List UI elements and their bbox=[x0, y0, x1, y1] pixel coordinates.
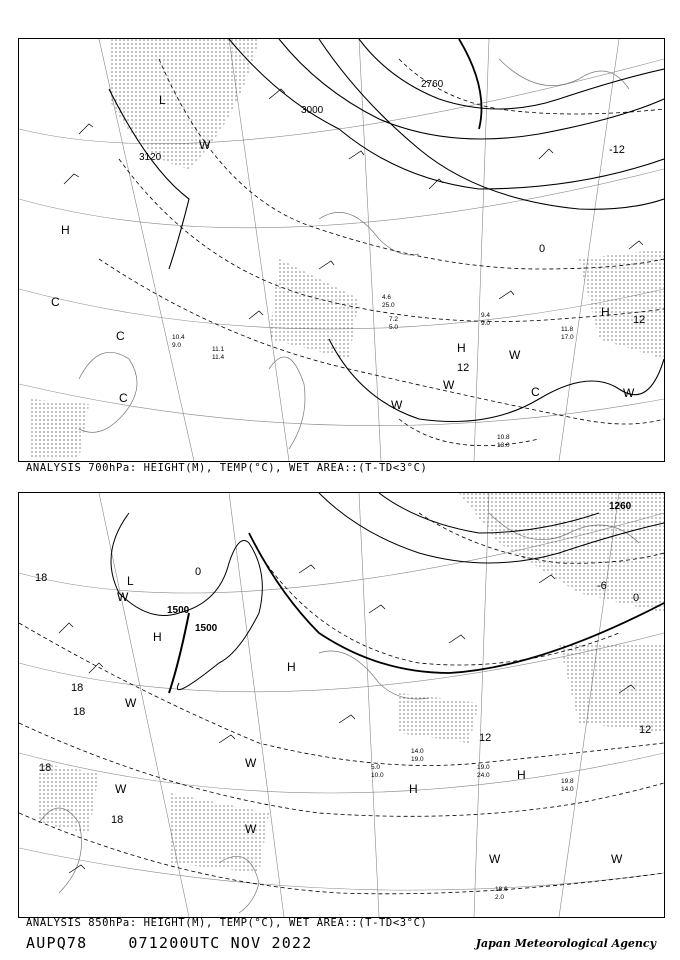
station-value: 19.0 bbox=[411, 756, 424, 763]
system-marker: H bbox=[153, 630, 162, 644]
system-marker: W bbox=[443, 378, 455, 392]
temp-label: 18 bbox=[35, 572, 48, 584]
station-value: 10.4 bbox=[172, 334, 185, 341]
chart-identifier bbox=[26, 934, 312, 952]
station-value: 14.0 bbox=[411, 748, 424, 755]
station-value: 24.0 bbox=[477, 772, 490, 779]
height-label: 3000 bbox=[301, 105, 324, 116]
map-700hpa-svg bbox=[19, 39, 664, 461]
height-label: 2760 bbox=[421, 79, 444, 90]
temp-label: -12 bbox=[609, 144, 625, 156]
station-value: 11.8 bbox=[561, 326, 574, 333]
system-marker: W bbox=[199, 138, 211, 152]
system-marker: C bbox=[531, 385, 540, 399]
chart-code: AUPQ78 bbox=[26, 934, 88, 952]
temp-label: 18 bbox=[111, 814, 124, 826]
height-label: 1260 bbox=[609, 501, 632, 512]
height-label: 1500 bbox=[195, 623, 218, 634]
system-marker: C bbox=[51, 295, 60, 309]
system-marker: W bbox=[623, 386, 635, 400]
station-value: 2.0 bbox=[495, 894, 505, 901]
temp-label: 18 bbox=[73, 706, 86, 718]
station-values bbox=[371, 748, 574, 901]
station-value: 13.0 bbox=[497, 442, 510, 449]
station-value: 4.6 bbox=[382, 294, 392, 301]
temp-label: 12 bbox=[479, 732, 492, 744]
station-value: 14.0 bbox=[561, 786, 574, 793]
map-panel-850hpa bbox=[18, 492, 665, 918]
temp-label: 0 bbox=[195, 566, 202, 578]
agency-name: Japan Meteorological Agency bbox=[475, 937, 656, 950]
system-marker: W bbox=[509, 348, 521, 362]
station-value: 11.1 bbox=[212, 346, 225, 353]
temp-label: 12 bbox=[639, 724, 652, 736]
station-value: 7.2 bbox=[389, 316, 399, 323]
system-marker: H bbox=[601, 305, 610, 319]
system-marker: L bbox=[159, 93, 166, 107]
station-value: 9.0 bbox=[481, 320, 491, 327]
temp-label: 0 bbox=[539, 243, 546, 255]
temp-label: 12 bbox=[457, 362, 470, 374]
system-marker: W bbox=[125, 696, 137, 710]
system-marker: W bbox=[245, 822, 257, 836]
panel-caption-700hpa: ANALYSIS 700hPa: HEIGHT(M), TEMP(°C), WET AREA::(T-TD<3°C) bbox=[26, 462, 428, 474]
system-marker: H bbox=[457, 341, 466, 355]
system-marker: C bbox=[116, 329, 125, 343]
station-value: 9.4 bbox=[481, 312, 491, 319]
system-marker: W bbox=[489, 852, 501, 866]
panel-caption-850hpa: ANALYSIS 850hPa: HEIGHT(M), TEMP(°C), WET AREA::(T-TD<3°C) bbox=[26, 917, 428, 929]
station-value: 19.8 bbox=[561, 778, 574, 785]
station-value: 10.0 bbox=[371, 772, 384, 779]
system-marker: C bbox=[119, 391, 128, 405]
system-marker: H bbox=[61, 223, 70, 237]
station-value: 11.4 bbox=[212, 354, 225, 361]
station-value: 17.0 bbox=[561, 334, 574, 341]
valid-time: 071200UTC NOV 2022 bbox=[128, 934, 313, 952]
station-value: 5.0 bbox=[389, 324, 399, 331]
system-marker: H bbox=[517, 768, 526, 782]
system-marker: W bbox=[391, 398, 403, 412]
temp-label: 18 bbox=[71, 682, 84, 694]
map-850hpa-svg bbox=[19, 493, 664, 917]
station-value: 9.0 bbox=[172, 342, 182, 349]
station-value: 25.0 bbox=[382, 302, 395, 309]
system-marker: W bbox=[117, 590, 129, 604]
temp-label: 12 bbox=[633, 314, 646, 326]
temp-label: 0 bbox=[633, 592, 640, 604]
system-marker: H bbox=[409, 782, 418, 796]
station-value: 10.8 bbox=[497, 434, 510, 441]
system-marker: L bbox=[127, 574, 134, 588]
temp-label: -6 bbox=[597, 580, 607, 592]
system-marker: H bbox=[287, 660, 296, 674]
height-label: 3120 bbox=[139, 152, 162, 163]
system-marker: W bbox=[115, 782, 127, 796]
system-marker: W bbox=[245, 756, 257, 770]
height-label: 1500 bbox=[167, 605, 190, 616]
station-value: 18.6 bbox=[495, 886, 508, 893]
wet-area-patches bbox=[39, 493, 664, 873]
temp-label: 18 bbox=[39, 762, 52, 774]
system-marker: W bbox=[611, 852, 623, 866]
station-value: 5.0 bbox=[371, 764, 381, 771]
map-panel-700hpa bbox=[18, 38, 665, 462]
station-value: 19.0 bbox=[477, 764, 490, 771]
